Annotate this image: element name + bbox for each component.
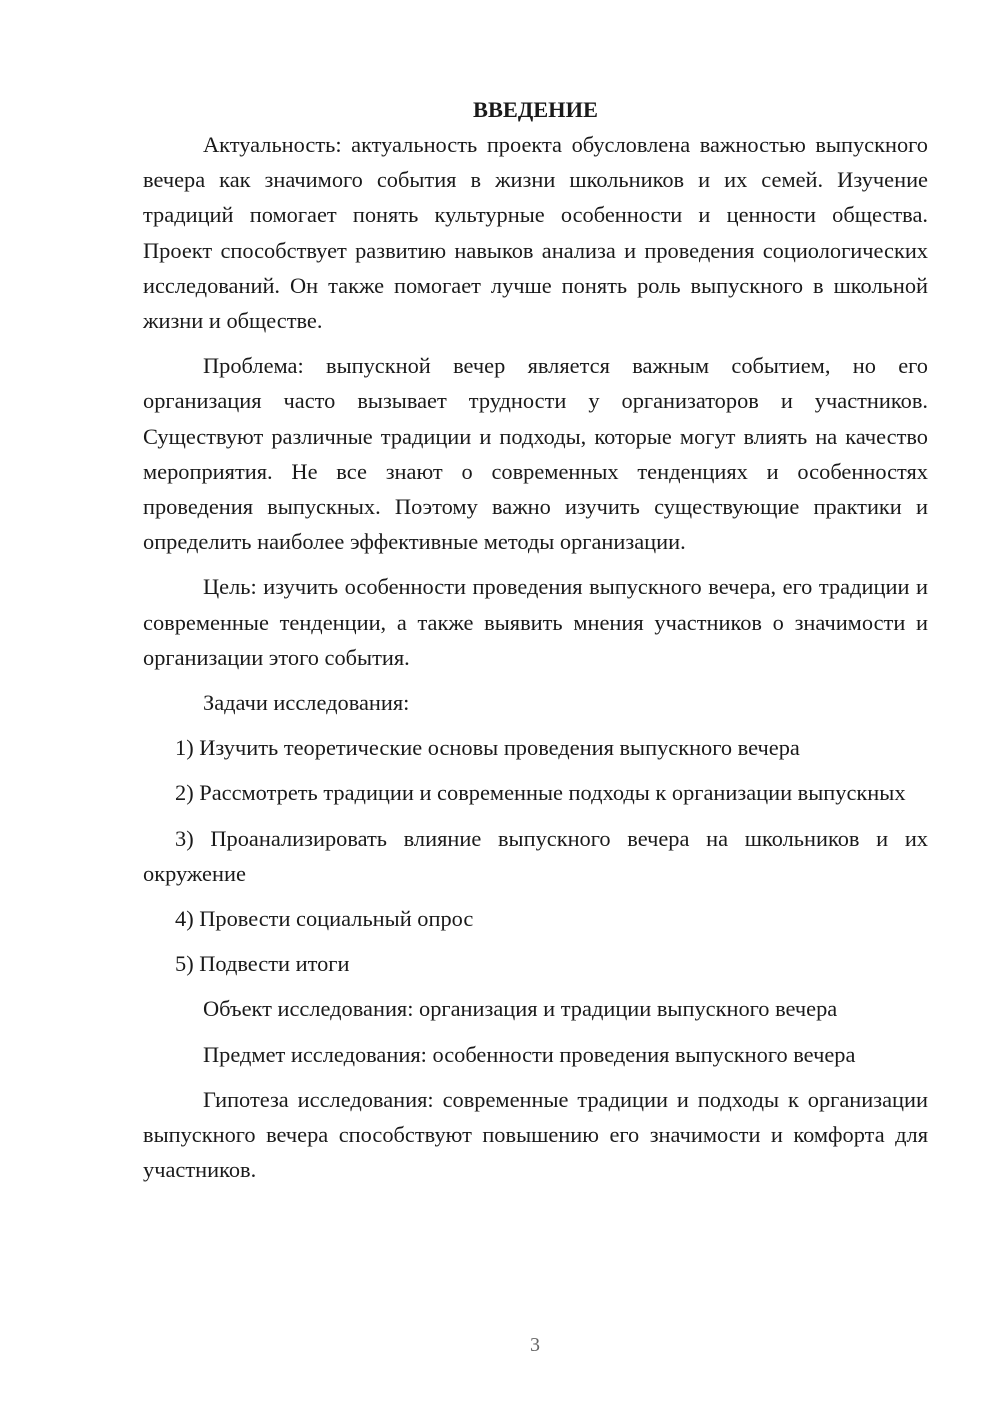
list-item: 4) Провести социальный опрос xyxy=(175,906,474,932)
tasks-heading: Задачи исследования: xyxy=(203,690,410,716)
tasks-list xyxy=(143,730,928,981)
list-item: 1) Изучить теоретические основы проведения выпускного вечера xyxy=(175,735,800,761)
goal-paragraph: Цель: изучить особенности проведения выпускного вечера, его традиции и современные тенденции, а также выявить мнения участников о значимости и организации этого события. xyxy=(143,574,928,670)
list-item: 2) Рассмотреть традиции и современные подходы к организации выпускных xyxy=(175,780,906,806)
page-number: 3 xyxy=(530,1334,540,1356)
research-hypothesis: Гипотеза исследования: современные традиции и подходы к организации выпускного вечера способствуют повышению его значимости и комфорта для участников. xyxy=(143,1086,928,1183)
research-subject: Предмет исследования: особенности проведения выпускного вечера xyxy=(203,1041,856,1067)
relevance-paragraph: Актуальность: актуальность проекта обусловлена важностью выпускного вечера как значимого события в жизни школьников и их семей. Изучение традиций помогает понять культурные особенности и ценности общества. Проект способствует развитию навыков анализа и проведения социологических исследований. Он также помогает лучше понять роль выпускного в школьной жизни и обществе. xyxy=(143,132,928,334)
list-item: 3) Проанализировать влияние выпускного вечера на школьников и их окружение xyxy=(143,825,928,886)
research-object: Объект исследования: организация и традиции выпускного вечера xyxy=(203,996,838,1022)
list-item: 5) Подвести итоги xyxy=(175,951,350,977)
section-title: ВВЕДЕНИЕ xyxy=(473,97,598,122)
page-content xyxy=(143,92,928,1187)
problem-paragraph: Проблема: выпускной вечер является важным событием, но его организация часто вызывает трудности у организаторов и участников. Существуют различные традиции и подходы, которые могут влиять на качество мероприятия. Не все знают о современных тенденциях и особенностях проведения выпускных. Поэтому важно изучить существующие практики и определить наиболее эффективные методы организации. xyxy=(143,353,928,555)
